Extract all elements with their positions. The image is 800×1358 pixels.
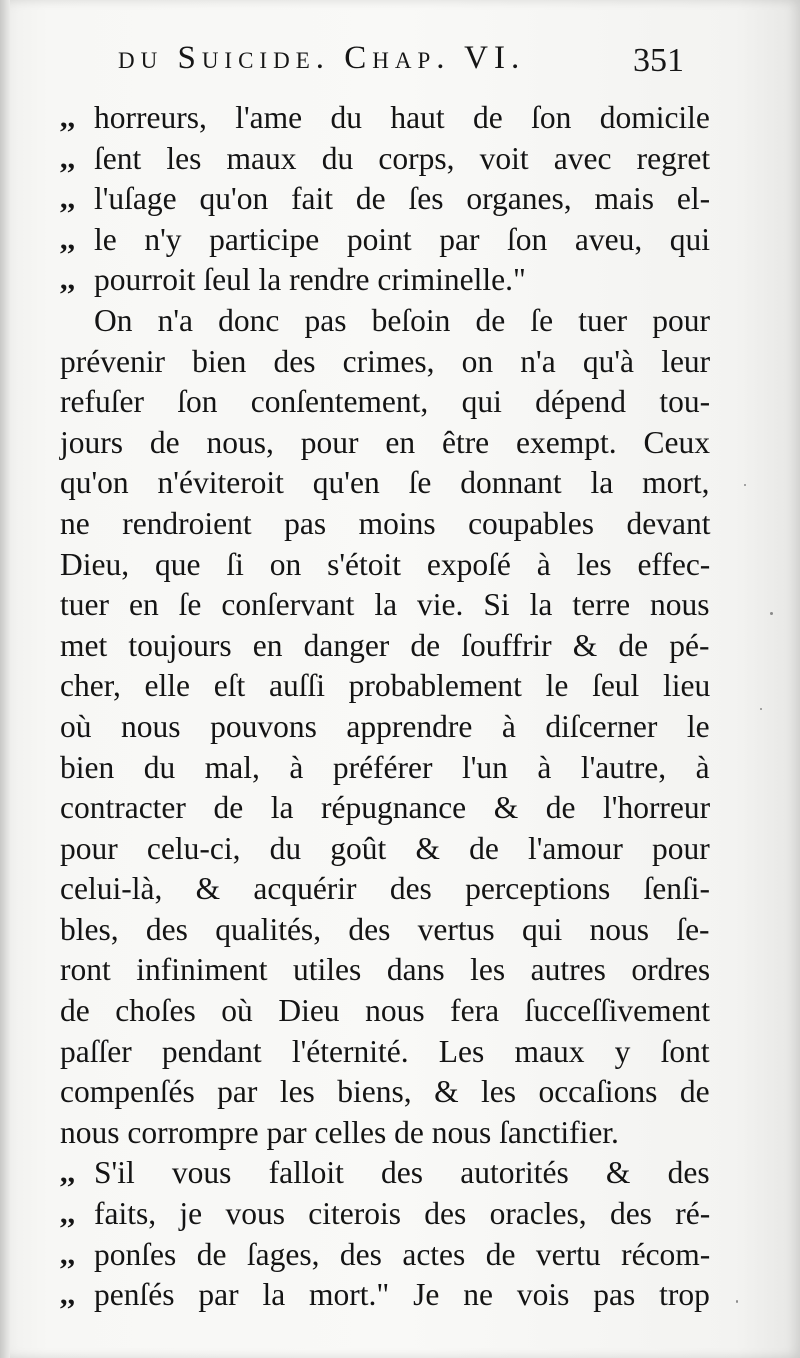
line-text: bles, des qualités, des vertus qui nous ſe-: [60, 911, 710, 947]
line-text: horreurs, l'ame du haut de ſon domicile: [94, 100, 710, 135]
line-text: où nous pouvons apprendre à diſcerner le: [60, 708, 710, 744]
line-text: de choſes où Dieu nous fera ſucceſſivement: [60, 993, 711, 1029]
text-line: [60, 382, 710, 423]
text-line: [60, 829, 710, 870]
text-line: [60, 950, 710, 991]
text-line: [60, 1032, 710, 1073]
line-text: pourroit ſeul la rendre criminelle.": [94, 262, 526, 298]
line-text: le n'y participe point par ſon aveu, qui: [94, 221, 711, 257]
line-text: ne rendroient pas moins coupables devant: [60, 505, 711, 541]
line-text: refuſer ſon conſentement, qui dépend tou-: [60, 384, 711, 420]
quote-mark: ,,: [60, 263, 75, 297]
line-text: paſſer pendant l'éternité. Les maux y ſont: [60, 1033, 710, 1069]
line-text: ſent les maux du corps, voit avec regret: [94, 140, 711, 176]
line-text: cher, elle eſt auſſi probablement le ſeul lieu: [60, 668, 711, 704]
text-line: [60, 991, 710, 1032]
line-text: qu'on n'éviteroit qu'en ſe donnant la mort,: [60, 465, 710, 501]
text-line: [60, 1275, 710, 1316]
text-line: [60, 869, 710, 910]
quote-mark: ,,: [60, 1237, 75, 1271]
body-text: [60, 98, 710, 1316]
line-text: faits, je vous citerois des oracles, des ré-: [94, 1196, 711, 1232]
paper-speck: [760, 708, 762, 710]
line-text: ponſes de ſages, des actes de vertu récom-: [94, 1236, 711, 1272]
text-line: [60, 463, 710, 504]
text-line: [60, 139, 710, 180]
line-text: contracter de la répugnance & de l'horreur: [60, 790, 711, 826]
line-text: On n'a donc pas beſoin de ſe tuer pour: [94, 302, 711, 338]
line-text: prévenir bien des crimes, on n'a qu'à leur: [60, 343, 711, 379]
text-line: [60, 545, 710, 586]
line-text: l'uſage qu'on fait de ſes organes, mais el-: [94, 181, 711, 217]
line-text: Dieu, que ſi on s'étoit expoſé à les effec-: [60, 546, 711, 582]
line-text: penſés par la mort." Je ne vois pas trop: [94, 1277, 710, 1313]
quote-mark: ,,: [60, 1278, 75, 1312]
quote-mark: ,,: [60, 1156, 75, 1190]
text-line: [60, 220, 710, 261]
text-line: [60, 423, 710, 464]
text-line: [60, 585, 710, 626]
text-line: [60, 1113, 710, 1154]
quote-mark: ,,: [60, 182, 75, 216]
line-text: celui-là, & acquérir des perceptions ſenſi-: [60, 871, 711, 907]
line-text: tuer en ſe conſervant la vie. Si la terre nous: [60, 587, 710, 623]
line-text: S'il vous falloit des autorités & des: [94, 1155, 710, 1191]
quote-mark: ,,: [60, 1197, 75, 1231]
page-gutter: [0, 0, 10, 1358]
line-text: ront infiniment utiles dans les autres ordres: [60, 952, 711, 988]
paper-speck: [770, 612, 773, 615]
text-line: [60, 788, 710, 829]
text-line: [60, 179, 710, 220]
text-line: [60, 666, 710, 707]
text-line: [60, 1194, 710, 1235]
text-line: [60, 260, 710, 301]
line-text: met toujours en danger de ſouffrir & de pé-: [60, 627, 710, 663]
paper-speck: [744, 484, 746, 486]
line-text: pour celu-ci, du goût & de l'amour pour: [60, 830, 710, 866]
text-line: [60, 1153, 710, 1194]
text-line: [60, 910, 710, 951]
text-line: [60, 626, 710, 667]
text-line: [60, 504, 710, 545]
line-text: compenſés par les biens, & les occaſions de: [60, 1074, 710, 1110]
line-text: nous corrompre par celles de nous ſanctifier.: [60, 1114, 619, 1150]
quote-mark: ,,: [60, 141, 75, 175]
text-line: [60, 748, 710, 789]
line-text: bien du mal, à préférer l'un à l'autre, à: [60, 749, 710, 785]
quote-mark: ,,: [60, 222, 75, 256]
page-header: [118, 40, 718, 90]
running-title: du Suicide. Chap. VI.: [118, 40, 526, 76]
text-line: [60, 707, 710, 748]
line-text: jours de nous, pour en être exempt. Ceux: [60, 424, 710, 460]
text-line: [60, 1235, 710, 1276]
quote-mark: ,,: [60, 101, 75, 134]
page-number: 351: [633, 42, 684, 79]
text-line: [60, 301, 710, 342]
text-line: [60, 1072, 710, 1113]
text-line: [60, 98, 710, 139]
paper-speck: [736, 1300, 738, 1303]
text-line: [60, 342, 710, 383]
